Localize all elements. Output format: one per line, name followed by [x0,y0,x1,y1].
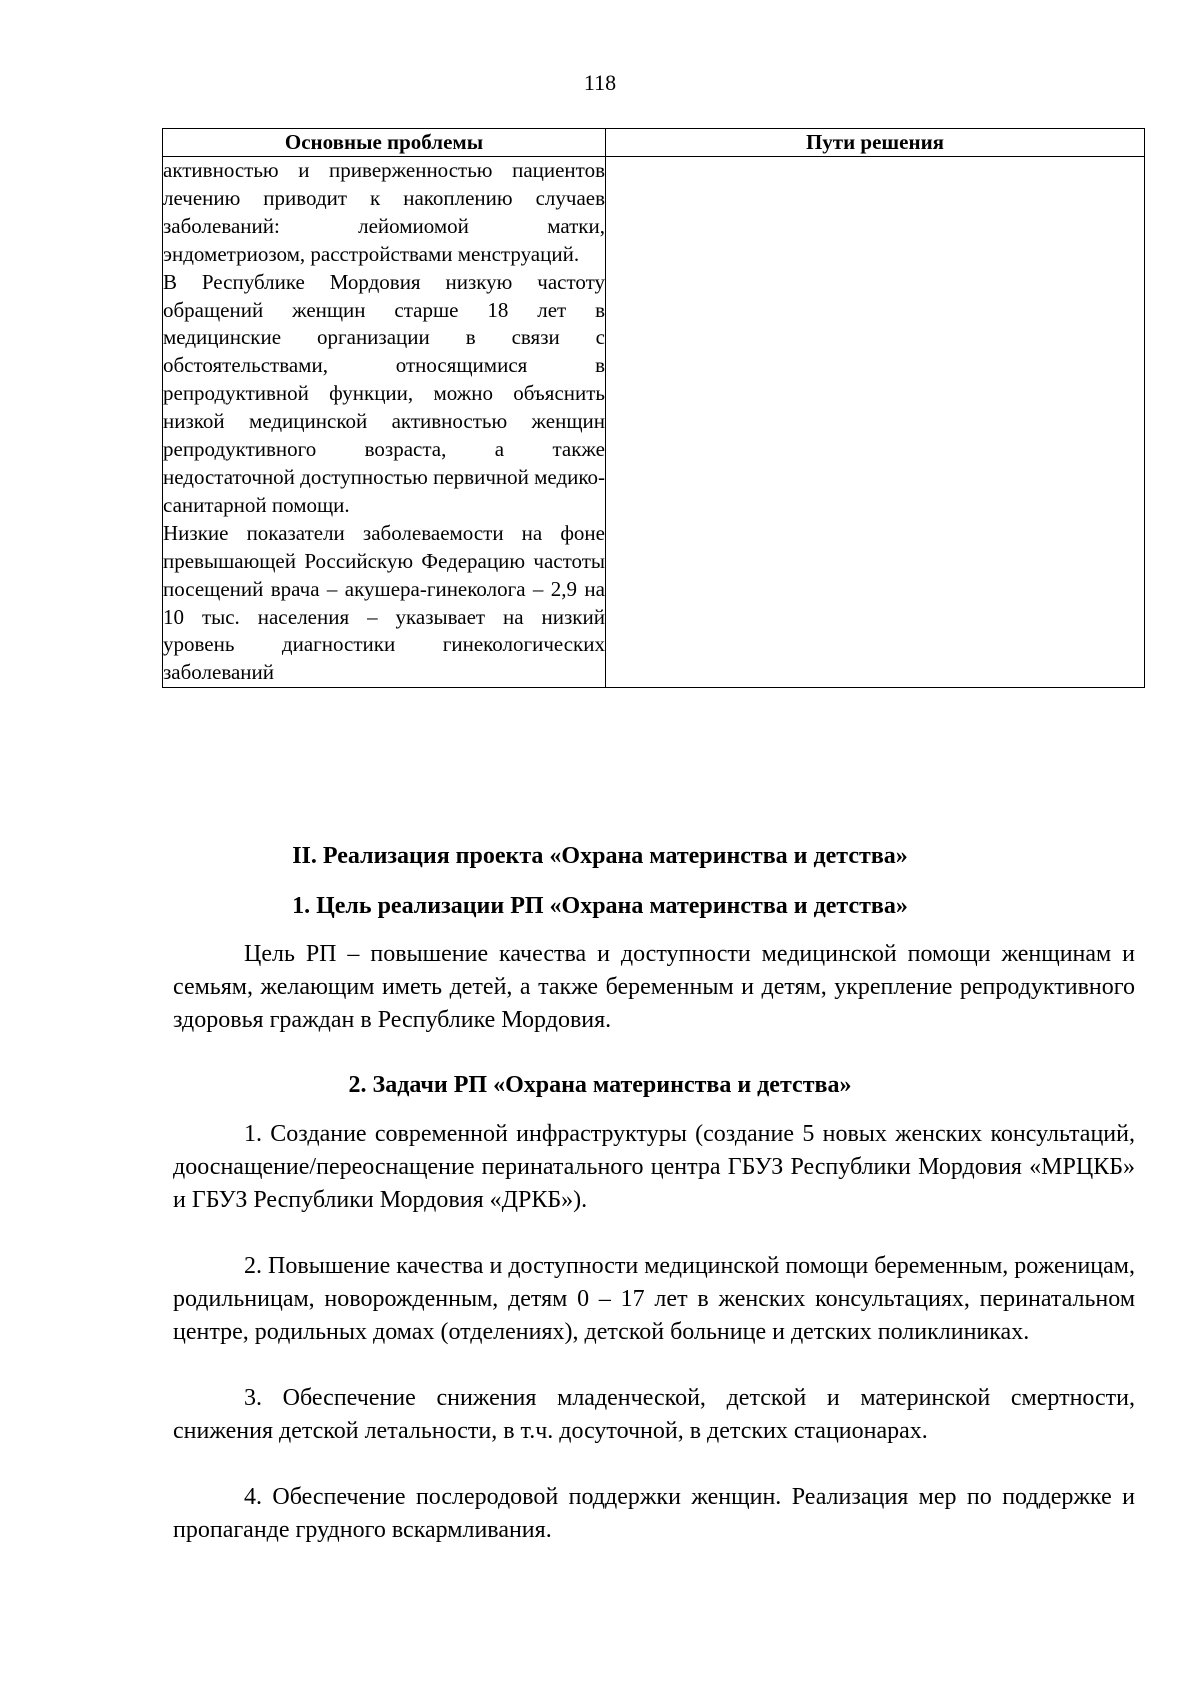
problem-paragraph: Низкие показатели заболеваемости на фоне превышающей Российскую Федерацию частоты посещений врача – акушера-гинеколога – 2,9 на 10 тыс. населения – указывает на низкий уровень диагностики гинекологических заболеваний [163,520,605,685]
page-number: 118 [583,70,617,95]
header-problems: Основные проблемы [163,129,606,157]
problems-solutions-table [162,128,1145,688]
solutions-cell [606,157,1145,688]
problem-paragraph: активностью и приверженностью пациентов лечению приводит к накоплению случаев заболеваний: лейомиомой матки, эндометриозом, расстройствами менструаций. [163,158,605,266]
task-item: 1. Создание современной инфраструктуры (создание 5 новых женских консультаций, дооснащение/переоснащение перинатального центра ГБУЗ Республики Мордовия «МРЦКБ» и ГБУЗ Республики Мордовия «ДРКБ»). [173,1121,1135,1213]
task-item: 4. Обеспечение послеродовой поддержки женщин. Реализация мер по поддержке и пропаганде грудного вскармливания. [173,1484,1135,1543]
goal-heading: 1. Цель реализации РП «Охрана материнства и детства» [292,893,908,919]
task-item: 2. Повышение качества и доступности медицинской помощи беременным, роженицам, родильницам, новорожденным, детям 0 – 17 лет в женских консультациях, перинатальном центре, родильных домах (отделениях), детской больнице и детских поликлиниках. [173,1253,1135,1345]
problem-paragraph: В Республике Мордовия низкую частоту обращений женщин старше 18 лет в медицинские организации в связи с обстоятельствами, относящимися в репродуктивной функции, можно объяснить низкой медицинской активностью женщин репродуктивного возраста, а также недостаточной доступностью первичной медико-санитарной помощи. [163,269,605,517]
header-solutions: Пути решения [606,129,1145,157]
section-heading: II. Реализация проекта «Охрана материнства и детства» [292,843,908,869]
problems-cell [163,157,606,688]
goal-paragraph: Цель РП – повышение качества и доступности медицинской помощи женщинам и семьям, желающим иметь детей, а также беременным и детям, укрепление репродуктивного здоровья граждан в Республике Мордовия. [173,941,1135,1033]
table-header-row [163,129,1145,157]
table-row [163,157,1145,688]
task-item: 3. Обеспечение снижения младенческой, детской и материнской смертности, снижения детской летальности, в т.ч. досуточной, в детских стационарах. [173,1385,1135,1444]
tasks-heading: 2. Задачи РП «Охрана материнства и детства» [348,1072,852,1098]
